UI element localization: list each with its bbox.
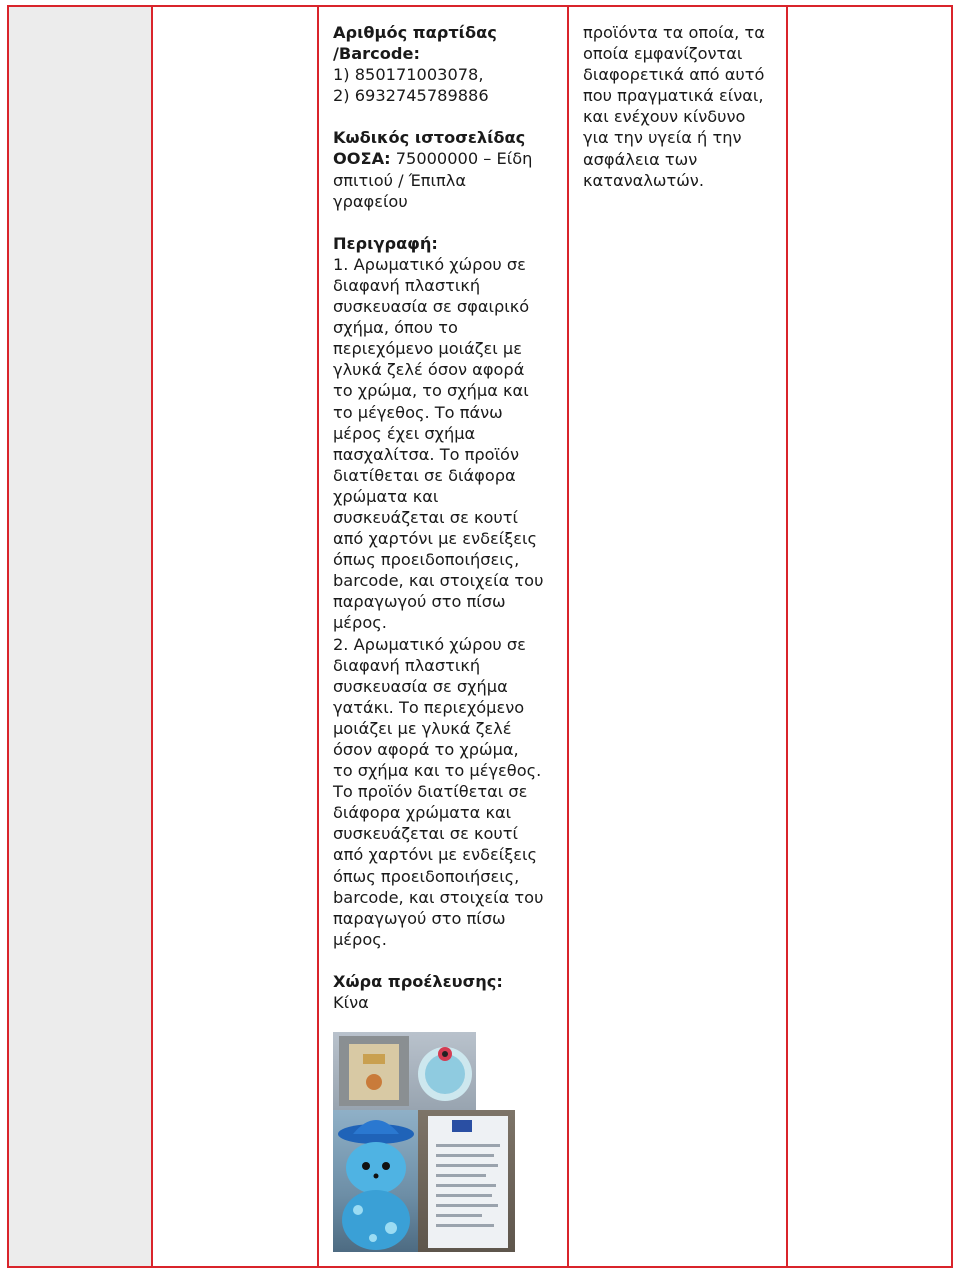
description-label: Περιγραφή: xyxy=(333,233,438,253)
oecd-code-value: 75000000 – Είδη σπιτιού / Έπιπλα γραφείου xyxy=(333,149,533,211)
product-details-text xyxy=(333,22,563,1013)
oecd-code-label: Κωδικός ιστοσελίδας ΟΟΣΑ: xyxy=(333,128,526,169)
product-photo-packaging-back xyxy=(418,1110,515,1252)
barcode-values: 1) 850171003078, 2) 6932745789886 xyxy=(333,65,489,106)
product-photo-cat-figure xyxy=(333,1110,418,1252)
origin-value: Κίνα xyxy=(333,993,369,1013)
product-photo-box-and-ball xyxy=(333,1032,476,1110)
description-text: 1. Αρωματικό χώρου σε διαφανή πλαστική συσκευασία σε σφαιρικό σχήμα, όπου το περιεχόμενο μοιάζει με γλυκά ζελέ όσον αφορά το χρώμα, το σχήμα και το μέγεθος. Το πάνω μέρος έχει σχήμα πασχαλίτσα. Το προϊόν διατίθεται σε διάφορα χρώματα και συσκευάζεται σε κουτί από χαρτόνι με ενδείξεις όπως προειδοποιήσεις, barcode, και στοιχεία του παραγωγού στο πίσω μέρος. 2. Αρωματικό χώρου σε διαφανή πλαστική συσκευασία σε σχήμα γατάκι. Το περιεχόμενο μοιάζει με γλυκά ζελέ όσον αφορά το χρώμα, το σχήμα και το μέγεθος. Το προϊόν διατίθεται σε διάφορα χρώματα και συσκευάζεται σε κουτί από χαρτόνι με ενδείξεις όπως προειδοποιήσεις, barcode, και στοιχεία του παραγωγού στο πίσω μέρος. xyxy=(333,254,544,949)
risk-description: προϊόντα τα οποία, τα οποία εμφανίζονται διαφορετικά από αυτό που πραγματικά είναι, και ενέχουν κίνδυνο για την υγεία ή την ασφάλεια των καταναλωτών. xyxy=(583,23,765,190)
origin-label: Χώρα προέλευσης: xyxy=(333,971,503,991)
batch-label: Αριθμός παρτίδας /Barcode: xyxy=(333,23,497,64)
